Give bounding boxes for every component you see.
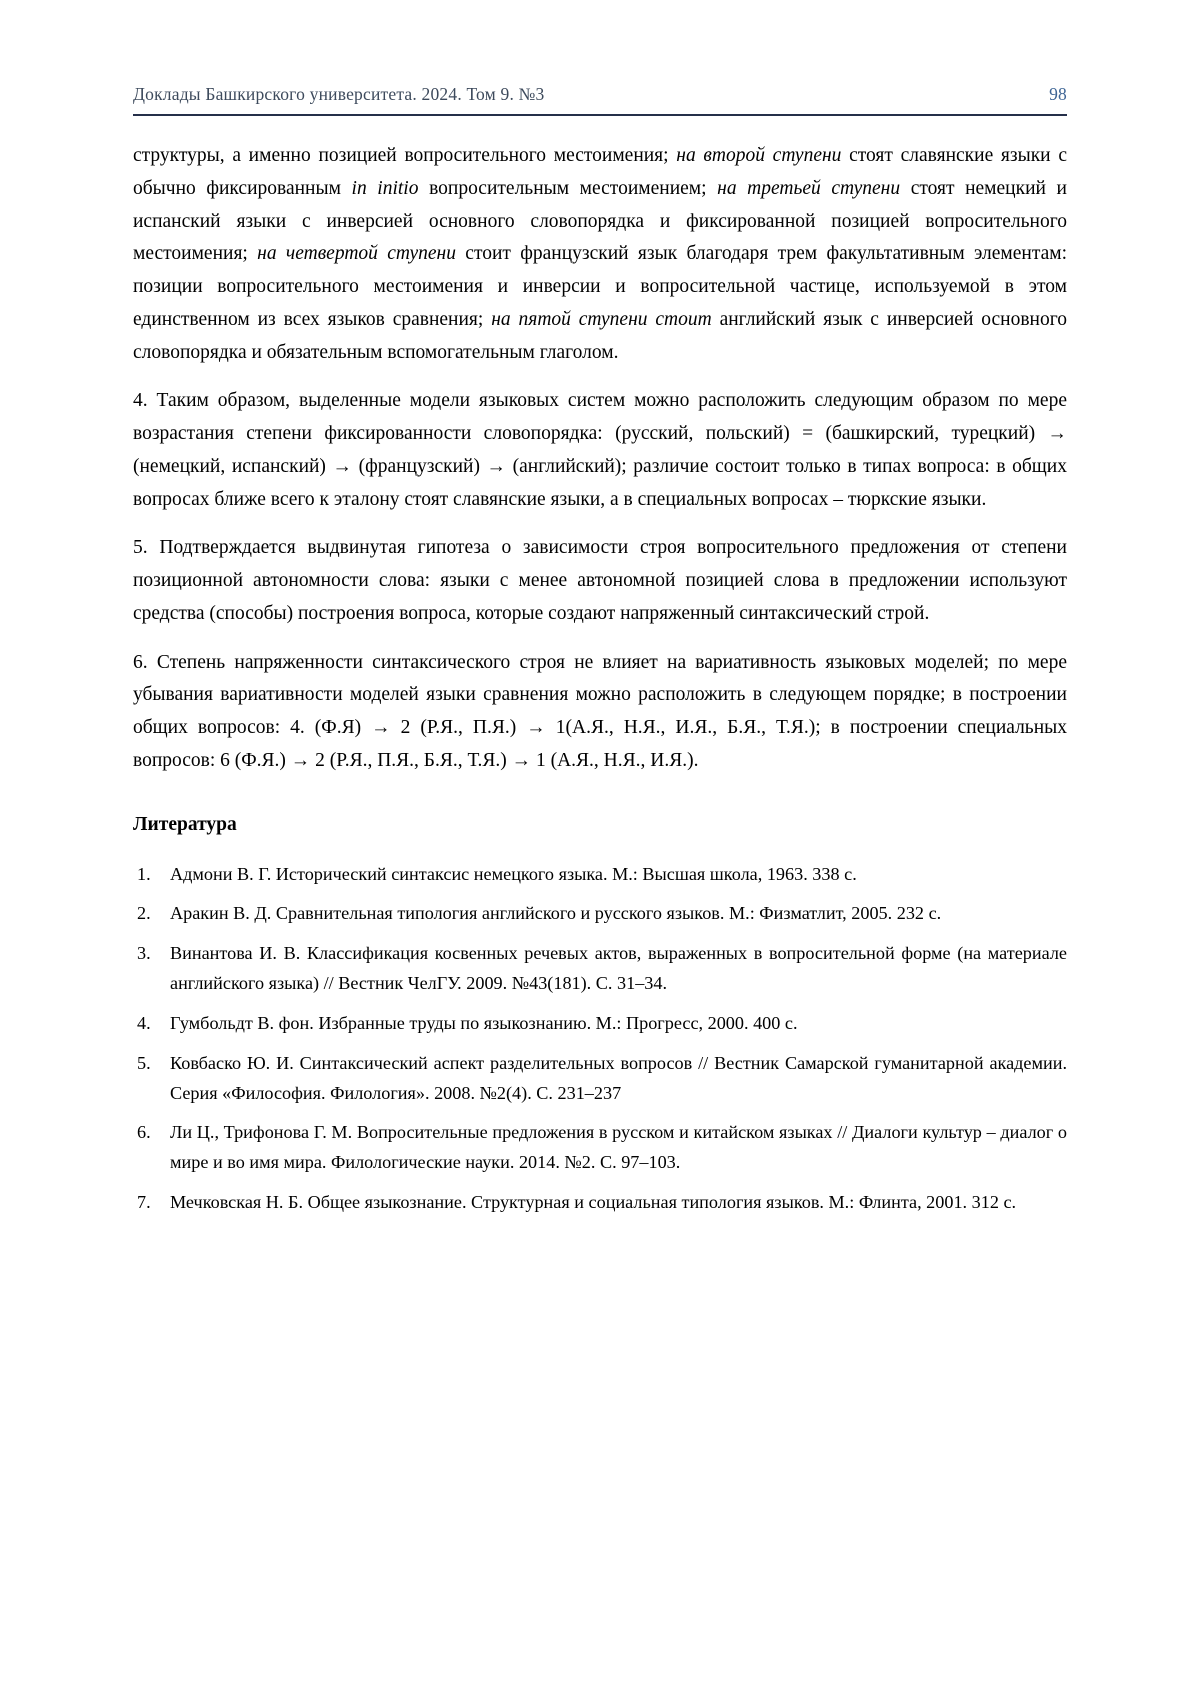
reference-item — [133, 939, 1067, 999]
reference-text: Аракин В. Д. Сравнительная типология английского и русского языков. М.: Физматлит, 2005. 232 с. — [170, 903, 942, 924]
text-segment: стоит французский язык благодаря трем факультативным элементам: позиции вопросительного местоимения и инверсии и вопросительной частице, используемой в этом единственном из всех языков сравнения; — [133, 243, 1068, 330]
italic-text-segment: на второй ступени — [676, 145, 842, 166]
reference-item — [133, 1009, 1067, 1039]
reference-number: 2. — [137, 903, 151, 924]
journal-title: Доклады Башкирского университета. 2024. Том 9. №3 — [133, 84, 545, 104]
reference-text: Ли Ц., Трифонова Г. М. Вопросительные предложения в русском и китайском языках // Диалоги культур – диалог о мире и во имя мира. Филологические науки. 2014. №2. С. 97–103. — [170, 1122, 1067, 1173]
page-number: 98 — [1049, 84, 1067, 104]
italic-text-segment: на четвертой ступени — [257, 243, 456, 265]
italic-text-segment: in initio — [351, 177, 419, 199]
reference-item — [133, 1049, 1067, 1109]
text-segment: 5. Подтверждается выдвинутая гипотеза о зависимости строя вопросительного предложения от степени позиционной автономности слова: языки с менее автономной позицией слова в предложении используют средства (способы) построения вопроса, которые создают напряженный синтаксический строй. — [133, 537, 1067, 624]
text-segment: стоят немецкий и испанский языки с инверсией основного словопорядка и фиксированной позицией вопросительного местоимения; — [133, 177, 1067, 265]
paragraph-1 — [133, 140, 1067, 369]
reference-number: 3. — [137, 943, 151, 964]
paragraph-3 — [133, 532, 1067, 630]
reference-number: 7. — [137, 1192, 151, 1213]
article-body — [133, 140, 1067, 1218]
running-header — [133, 84, 1067, 116]
text-segment: английский язык с инверсией основного словопорядка и обязательным вспомогательным глаголом. — [133, 308, 1067, 363]
reference-text: Ковбаско Ю. И. Синтаксический аспект разделительных вопросов // Вестник Самарской гуманитарной академии. Серия «Философия. Филология». 2008. №2(4). С. 231–237 — [170, 1052, 1067, 1103]
paragraph-4 — [133, 647, 1067, 778]
reference-number: 4. — [137, 1012, 151, 1033]
text-segment: стоят славянские языки с обычно фиксированным — [133, 145, 1067, 199]
reference-text: Мечковская Н. Б. Общее языкознание. Структурная и социальная типология языков. М.: Флинта, 2001. 312 с. — [170, 1192, 1017, 1213]
text-segment: структуры, а именно позицией вопросительного местоимения; — [133, 145, 677, 166]
text-segment: 4. Таким образом, выделенные модели языковых систем можно расположить следующим образом по мере возрастания степени фиксированности словопорядка: (русский, польский) = (башкирский, турецкий) → (немецкий, испанский) → (французский) → (английский); различие состоит только в типах вопроса: в общих вопросах ближе всего к эталону стоят славянские языки, а в специальных вопросах – тюркские языки. — [133, 390, 1067, 510]
italic-text-segment: на третьей ступени — [717, 177, 901, 199]
text-segment: вопросительным местоимением; — [418, 177, 718, 199]
paragraph-2 — [133, 385, 1067, 516]
reference-item — [133, 1118, 1067, 1178]
reference-item — [133, 899, 1067, 929]
paragraphs-container — [133, 140, 1067, 778]
reference-number: 5. — [137, 1052, 151, 1073]
references-list — [133, 860, 1067, 1218]
reference-item — [133, 1188, 1067, 1218]
reference-number: 1. — [137, 863, 151, 884]
references-heading: Литература — [133, 813, 237, 835]
reference-number: 6. — [137, 1122, 151, 1143]
reference-text: Гумбольдт В. фон. Избранные труды по языкознанию. М.: Прогресс, 2000. 400 с. — [170, 1012, 798, 1033]
italic-text-segment: на пятой ступени стоит — [491, 308, 712, 330]
reference-text: Адмони В. Г. Исторический синтаксис немецкого языка. М.: Высшая школа, 1963. 338 с. — [170, 863, 857, 884]
text-segment: 6. Степень напряженности синтаксического строя не влияет на вариативность языковых моделей; по мере убывания вариативности моделей языки сравнения можно расположить в следующем порядке; в построении общих вопросов: 4. (Ф.Я) → 2 (Р.Я., П.Я.) → 1(А.Я., Н.Я., И.Я., Б.Я., Т.Я.); в построении специальных вопросов: 6 (Ф.Я.) → 2 (Р.Я., П.Я., Б.Я., Т.Я.) → 1 (А.Я., Н.Я., И.Я.). — [133, 651, 1067, 771]
reference-text: Винантова И. В. Классификация косвенных речевых актов, выраженных в вопросительной форме (на материале английского языка) // Вестник ЧелГУ. 2009. №43(181). С. 31–34. — [170, 943, 1067, 994]
reference-item — [133, 860, 1067, 890]
